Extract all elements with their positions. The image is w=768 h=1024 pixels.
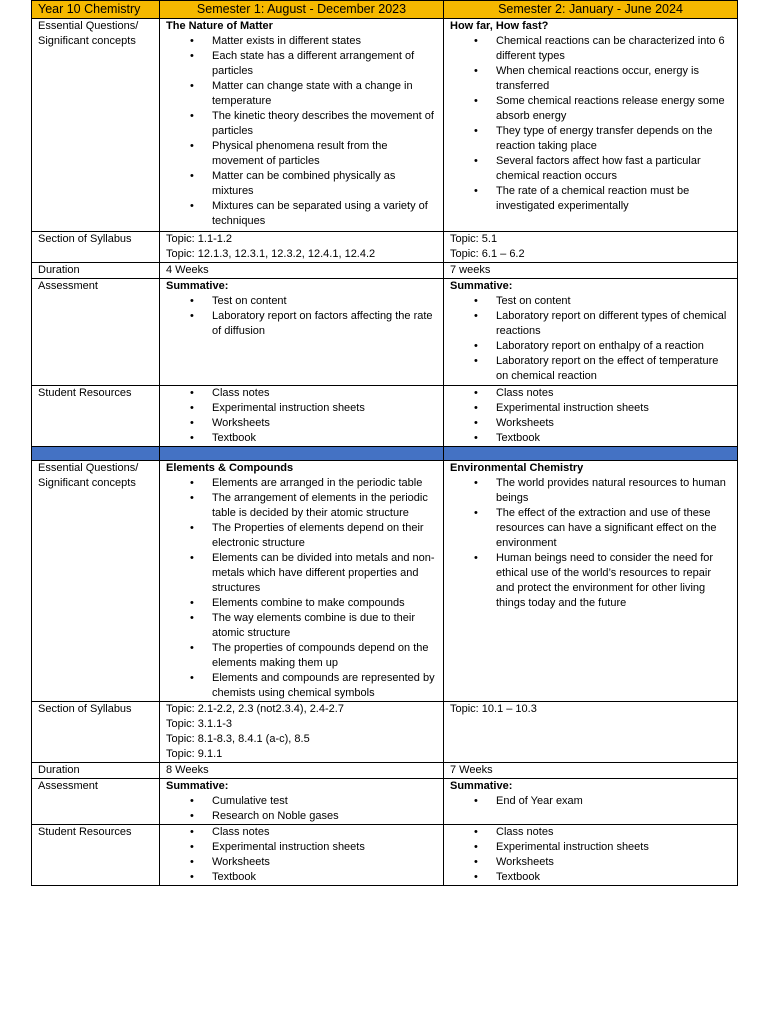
resources-list <box>166 386 437 446</box>
concept-list <box>166 476 437 701</box>
list-item: • Elements are arranged in the periodic table <box>212 476 437 491</box>
syllabus-cell <box>160 702 444 763</box>
list-item: • Experimental instruction sheets <box>212 840 437 855</box>
list-item: • Class notes <box>496 386 731 401</box>
list-item: • Chemical reactions can be characterized into 6 different types <box>496 34 731 64</box>
row-label: Duration <box>32 763 160 779</box>
list-item: • Experimental instruction sheets <box>212 401 437 416</box>
label-line: Significant concepts <box>38 477 136 489</box>
resources-list <box>450 386 731 446</box>
unit-title: The Nature of Matter <box>166 20 273 32</box>
syllabus-cell <box>160 232 444 263</box>
list-item: • The properties of compounds depend on the elements making them up <box>212 641 437 671</box>
list-item: • Worksheets <box>212 416 437 431</box>
syllabus-line: Topic: 10.1 – 10.3 <box>450 703 537 715</box>
unit-title: Elements & Compounds <box>166 462 294 474</box>
assessment-cell <box>160 779 444 825</box>
summative-label: Summative: <box>166 280 229 292</box>
list-item: • Each state has a different arrangement of particles <box>212 49 437 79</box>
assessment-cell <box>444 279 738 386</box>
list-item: • Cumulative test <box>212 794 437 809</box>
row-label: Assessment <box>32 779 160 825</box>
list-item: • Laboratory report on factors affecting the rate of diffusion <box>212 309 437 339</box>
assessment-cell <box>444 779 738 825</box>
syllabus-line: Topic: 12.1.3, 12.3.1, 12.3.2, 12.4.1, 12.4.2 <box>166 248 376 260</box>
row-label: Student Resources <box>32 386 160 447</box>
duration-cell: 4 Weeks <box>160 263 444 279</box>
summative-label: Summative: <box>450 280 513 292</box>
list-item: • Textbook <box>496 431 731 446</box>
list-item: • Research on Noble gases <box>212 809 437 824</box>
row-label: Section of Syllabus <box>32 232 160 263</box>
syllabus-cell <box>444 232 738 263</box>
list-item: • Physical phenomena result from the movement of particles <box>212 139 437 169</box>
list-item: • Matter can be combined physically as mixtures <box>212 169 437 199</box>
row-label: Assessment <box>32 279 160 386</box>
list-item: • Textbook <box>496 870 731 885</box>
concept-list <box>166 34 437 229</box>
separator-cell <box>32 447 160 461</box>
syllabus-row <box>32 232 738 263</box>
curriculum-table <box>31 0 738 886</box>
list-item: • Laboratory report on the effect of temperature on chemical reaction <box>496 354 731 384</box>
resources-row <box>32 825 738 886</box>
concepts-cell <box>160 461 444 702</box>
list-item: • Some chemical reactions release energy some absorb energy <box>496 94 731 124</box>
resources-cell <box>444 386 738 447</box>
syllabus-cell <box>444 702 738 763</box>
assessment-cell <box>160 279 444 386</box>
assessment-list <box>450 294 731 384</box>
essential-row <box>32 19 738 232</box>
row-label: Duration <box>32 263 160 279</box>
row-label <box>32 461 160 702</box>
separator-row <box>32 447 738 461</box>
resources-list <box>166 825 437 885</box>
syllabus-line: Topic: 5.1 <box>450 233 498 245</box>
list-item: • The arrangement of elements in the periodic table is decided by their atomic structure <box>212 491 437 521</box>
list-item: • Matter exists in different states <box>212 34 437 49</box>
syllabus-line: Topic: 1.1-1.2 <box>166 233 233 245</box>
concepts-cell <box>444 461 738 702</box>
label-line: Essential Questions/ <box>38 462 139 474</box>
resources-row <box>32 386 738 447</box>
list-item: • Several factors affect how fast a particular chemical reaction occurs <box>496 154 731 184</box>
concept-list <box>450 34 731 214</box>
resources-list <box>450 825 731 885</box>
list-item: • When chemical reactions occur, energy is transferred <box>496 64 731 94</box>
list-item: • Laboratory report on different types of chemical reactions <box>496 309 731 339</box>
list-item: • The world provides natural resources to human beings <box>496 476 731 506</box>
unit-title: Environmental Chemistry <box>450 462 584 474</box>
separator-cell <box>160 447 444 461</box>
syllabus-line: Topic: 3.1.1-3 <box>166 718 233 730</box>
course-title: Year 10 Chemistry <box>32 1 160 19</box>
assessment-row <box>32 279 738 386</box>
unit-title: How far, How fast? <box>450 20 549 32</box>
list-item: • Experimental instruction sheets <box>496 401 731 416</box>
list-item: • The kinetic theory describes the movement of particles <box>212 109 437 139</box>
syllabus-line: Topic: 2.1-2.2, 2.3 (not2.3.4), 2.4-2.7 <box>166 703 344 715</box>
resources-cell <box>160 386 444 447</box>
assessment-list <box>450 794 731 809</box>
syllabus-line: Topic: 6.1 – 6.2 <box>450 248 525 260</box>
assessment-row <box>32 779 738 825</box>
concepts-cell <box>160 19 444 232</box>
list-item: • They type of energy transfer depends on the reaction taking place <box>496 124 731 154</box>
list-item: • The rate of a chemical reaction must be investigated experimentally <box>496 184 731 214</box>
list-item: • Textbook <box>212 870 437 885</box>
duration-cell: 7 Weeks <box>444 763 738 779</box>
header-row <box>32 1 738 19</box>
concepts-cell <box>444 19 738 232</box>
row-label: Student Resources <box>32 825 160 886</box>
summative-label: Summative: <box>450 780 513 792</box>
label-line: Essential Questions/ <box>38 20 139 32</box>
list-item: • Experimental instruction sheets <box>496 840 731 855</box>
list-item: • Elements and compounds are represented by chemists using chemical symbols <box>212 671 437 701</box>
list-item: • Worksheets <box>212 855 437 870</box>
list-item: • The way elements combine is due to their atomic structure <box>212 611 437 641</box>
semester2-heading: Semester 2: January - June 2024 <box>444 1 738 19</box>
duration-row <box>32 763 738 779</box>
list-item: • Worksheets <box>496 855 731 870</box>
list-item: • Elements combine to make compounds <box>212 596 437 611</box>
essential-row <box>32 461 738 702</box>
list-item: • The Properties of elements depend on their electronic structure <box>212 521 437 551</box>
list-item: • Elements can be divided into metals and non-metals which have different properties and structures <box>212 551 437 596</box>
list-item: • Textbook <box>212 431 437 446</box>
list-item: • Test on content <box>496 294 731 309</box>
label-line: Significant concepts <box>38 35 136 47</box>
list-item: • Class notes <box>496 825 731 840</box>
syllabus-line: Topic: 8.1-8.3, 8.4.1 (a-c), 8.5 <box>166 733 310 745</box>
list-item: • Class notes <box>212 825 437 840</box>
separator-cell <box>444 447 738 461</box>
resources-cell <box>160 825 444 886</box>
list-item: • Mixtures can be separated using a variety of techniques <box>212 199 437 229</box>
list-item: • End of Year exam <box>496 794 731 809</box>
resources-cell <box>444 825 738 886</box>
duration-row <box>32 263 738 279</box>
assessment-list <box>166 794 437 824</box>
row-label <box>32 19 160 232</box>
duration-cell: 8 Weeks <box>160 763 444 779</box>
assessment-list <box>166 294 437 339</box>
list-item: • Human beings need to consider the need for ethical use of the world’s resources to repair and protect the environment for other living things today and the future <box>496 551 731 611</box>
list-item: • Class notes <box>212 386 437 401</box>
list-item: • Worksheets <box>496 416 731 431</box>
list-item: • Laboratory report on enthalpy of a reaction <box>496 339 731 354</box>
syllabus-row <box>32 702 738 763</box>
list-item: • Matter can change state with a change in temperature <box>212 79 437 109</box>
syllabus-line: Topic: 9.1.1 <box>166 748 223 760</box>
duration-cell: 7 weeks <box>444 263 738 279</box>
list-item: • The effect of the extraction and use of these resources can have a significant effect on the environment <box>496 506 731 551</box>
summative-label: Summative: <box>166 780 229 792</box>
list-item: • Test on content <box>212 294 437 309</box>
concept-list <box>450 476 731 611</box>
semester1-heading: Semester 1: August - December 2023 <box>160 1 444 19</box>
row-label: Section of Syllabus <box>32 702 160 763</box>
